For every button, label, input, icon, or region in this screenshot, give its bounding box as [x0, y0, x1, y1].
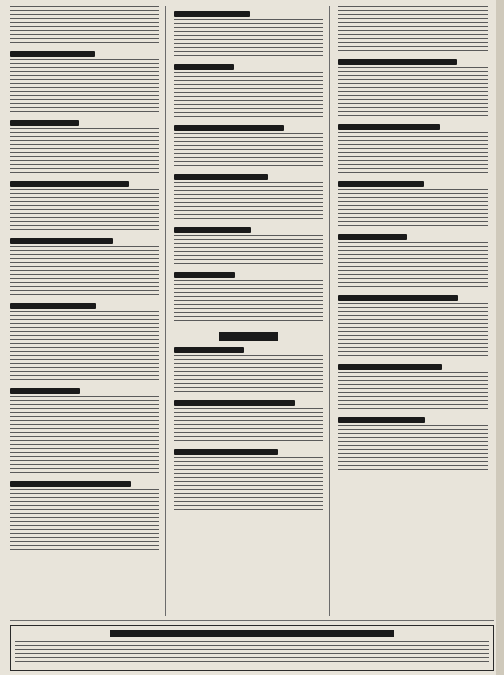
article-heading: [10, 238, 113, 244]
article-paragraph: [174, 72, 323, 120]
article-heading: [174, 272, 235, 278]
article-heading: [10, 303, 96, 309]
article-paragraph: [174, 457, 323, 513]
article-paragraph: [10, 6, 159, 46]
article-heading: [10, 481, 131, 487]
article-paragraph: [338, 132, 488, 176]
column-right: [338, 6, 494, 616]
article-heading: [10, 51, 95, 57]
article-paragraph: [174, 182, 323, 222]
article-paragraph: [338, 67, 488, 119]
article-heading: [10, 388, 80, 394]
article-paragraph: [338, 425, 488, 473]
article-heading: [10, 181, 129, 187]
article-heading: [338, 417, 425, 423]
article-paragraph: [10, 311, 159, 383]
article-heading: [174, 11, 250, 17]
article-paragraph: [174, 408, 323, 444]
article-heading: [174, 227, 251, 233]
article-heading: [174, 174, 268, 180]
article-paragraph: [174, 133, 323, 169]
column-left: [10, 6, 166, 616]
page-edge: [496, 0, 504, 675]
article-paragraph: [174, 355, 323, 395]
footer-rule: [10, 620, 494, 621]
article-paragraph: [174, 19, 323, 59]
article-paragraph: [338, 372, 488, 412]
article-heading: [174, 347, 244, 353]
article-paragraph: [174, 235, 323, 267]
notice-box: [10, 625, 494, 671]
article-heading: [338, 181, 424, 187]
article-paragraph: [10, 396, 159, 476]
article-heading: [338, 234, 407, 240]
notice-title: [110, 630, 394, 637]
article-paragraph: [338, 303, 488, 359]
article-heading: [338, 124, 440, 130]
article-heading: [338, 59, 457, 65]
article-heading: [10, 120, 79, 126]
section-heading: [219, 332, 279, 341]
article-paragraph: [10, 246, 159, 298]
article-paragraph: [338, 6, 488, 54]
column-middle: [174, 6, 330, 616]
article-paragraph: [10, 128, 159, 176]
article-paragraph: [10, 189, 159, 233]
notice-text: [15, 641, 489, 665]
article-heading: [338, 295, 458, 301]
article-heading: [174, 449, 278, 455]
article-paragraph: [338, 189, 488, 229]
article-paragraph: [338, 242, 488, 290]
article-heading: [174, 400, 295, 406]
text-columns: [10, 6, 494, 616]
article-heading: [174, 125, 284, 131]
article-paragraph: [174, 280, 323, 324]
article-heading: [338, 364, 442, 370]
article-heading: [174, 64, 234, 70]
article-paragraph: [10, 489, 159, 553]
article-paragraph: [10, 59, 159, 115]
